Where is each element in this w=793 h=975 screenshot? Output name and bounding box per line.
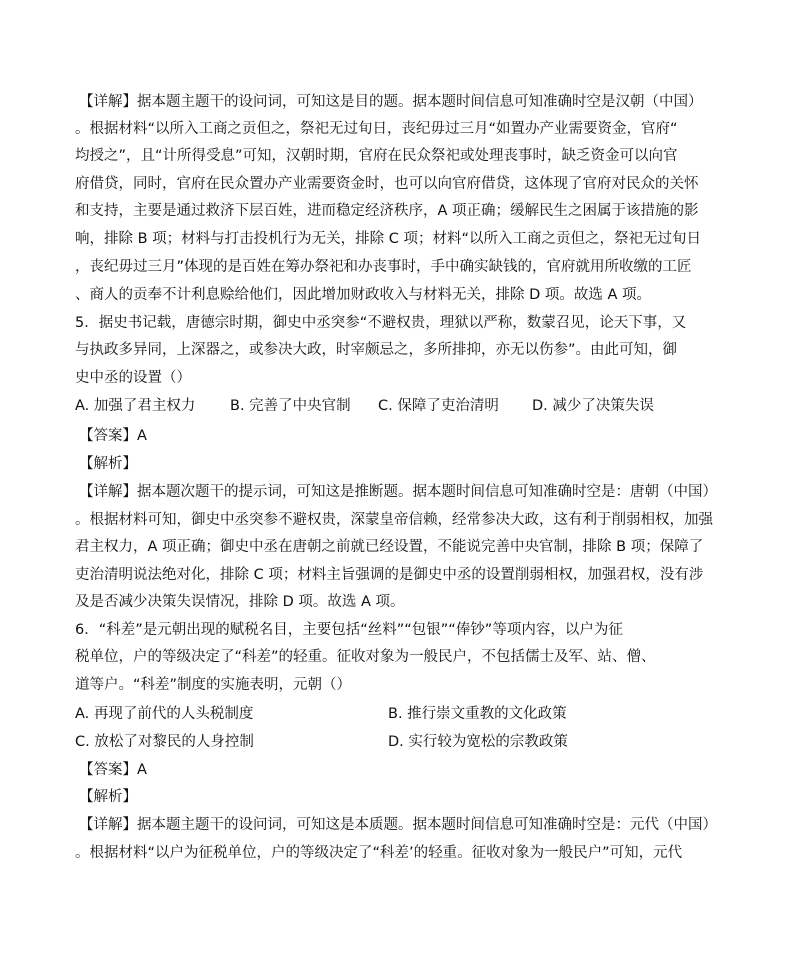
q6-answer: 【答案】A: [79, 762, 147, 778]
q5-option-a: A. 加强了君主权力: [75, 398, 196, 414]
q4-explain-line: ，丧纪毋过三月”体现的是百姓在筹办祭祀和办丧事时，手中确实缺钱的，官府就用所收缴的工匠: [75, 259, 692, 275]
q4-explain-line: 府借贷，同时，官府在民众置办产业需要资金时，也可以向官府借贷，这体现了官府对民众的关怀: [75, 176, 699, 192]
q5-option-b: B. 完善了中央官制: [230, 398, 351, 414]
q4-explain-line: 。根据材料“以所入工商之贡但之，祭祀无过旬日，丧纪毋过三月“如置办产业需要资金，官府“: [75, 121, 678, 137]
q5-stem-line: 与执政多异同，上深器之，或参决大政，时宰颇忌之，多所排抑，亦无以伤参”。由此可知，御: [75, 342, 678, 358]
q6-explain-line: 【详解】据本题主题干的设问词，可知这是本质题。据本题时间信息可知准确时空是：元代（中国）: [79, 817, 717, 833]
q5-stem-line: 史中丞的设置（）: [75, 370, 191, 386]
q5-stem-line: 5．据史书记载，唐德宗时期，御史中丞突参“不避权贵，理狱以严称，数蒙召见，论天下事，又: [75, 315, 687, 331]
q4-explain-line: 响，排除 B 项；材料与打击投机行为无关，排除 C 项；材料“以所入工商之贡但之，祭祀无过旬日: [75, 231, 702, 247]
q4-explain-line: 均授之”，且“计所得受息”可知，汉朝时期，官府在民众祭祀或处理丧事时，缺乏资金可以向官: [75, 148, 678, 164]
q6-stem-line: 道等户。“科差”制度的实施表明，元朝（）: [75, 677, 352, 693]
q6-explain-line: 。根据材料“以户为征税单位，户的等级决定了“科差’的轻重。征收对象为一般民户”可知，元代: [75, 845, 683, 861]
q6-analysis-heading: 【解析】: [79, 789, 137, 805]
q5-explain-line: 君主权力，A 项正确；御史中丞在唐朝之前就已经设置，不能说完善中央官制，排除 B 项；保障了: [75, 539, 704, 555]
q5-explain-line: 【详解】据本题次题干的提示词，可知这是推断题。据本题时间信息可知准确时空是：唐朝（中国）: [79, 484, 717, 500]
q4-explain-line: 和支持，主要是通过救济下层百姓，进而稳定经济秩序，A 项正确；缓解民生之困属于该措施的影: [75, 203, 699, 219]
q6-option-a: A. 再现了前代的人头税制度: [75, 706, 254, 722]
q5-explain-line: 吏治清明说法绝对化，排除 C 项；材料主旨强调的是御史中丞的设置削弱相权，加强君权，没有涉: [75, 567, 704, 583]
q6-stem-line: 税单位，户的等级决定了“科差”的轻重。征收对象为一般民户，不包括儒士及军、站、僧、: [75, 649, 656, 665]
q6-option-c: C. 放松了对黎民的人身控制: [75, 734, 254, 750]
q4-explain-line: 【详解】据本题主题干的设问词，可知这是目的题。据本题时间信息可知准确时空是汉朝（中国）: [79, 94, 703, 110]
q5-analysis-heading: 【解析】: [79, 456, 137, 472]
q6-option-d: D. 实行较为宽松的宗教政策: [388, 734, 568, 750]
q5-explain-line: 及是否减少决策失误情况，排除 D 项。故选 A 项。: [75, 594, 405, 610]
q5-answer: 【答案】A: [79, 428, 147, 444]
q6-option-b: B. 推行崇文重教的文化政策: [388, 706, 567, 722]
q5-option-d: D. 减少了决策失误: [532, 398, 654, 414]
q4-explain-line: 、商人的贡奉不计利息赊给他们，因此增加财政收入与材料无关，排除 D 项。故选 A 项。: [75, 287, 652, 303]
q6-stem-line: 6．“科差”是元朝出现的赋税名目，主要包括“丝料”“包银”“俸钞”等项内容，以户为征: [75, 622, 623, 638]
q5-option-c: C. 保障了吏治清明: [378, 398, 499, 414]
q5-explain-line: 。根据材料可知，御史中丞突参不避权贵，深蒙皇帝信赖，经常参决大政，这有利于削弱相权，加强: [75, 512, 713, 528]
